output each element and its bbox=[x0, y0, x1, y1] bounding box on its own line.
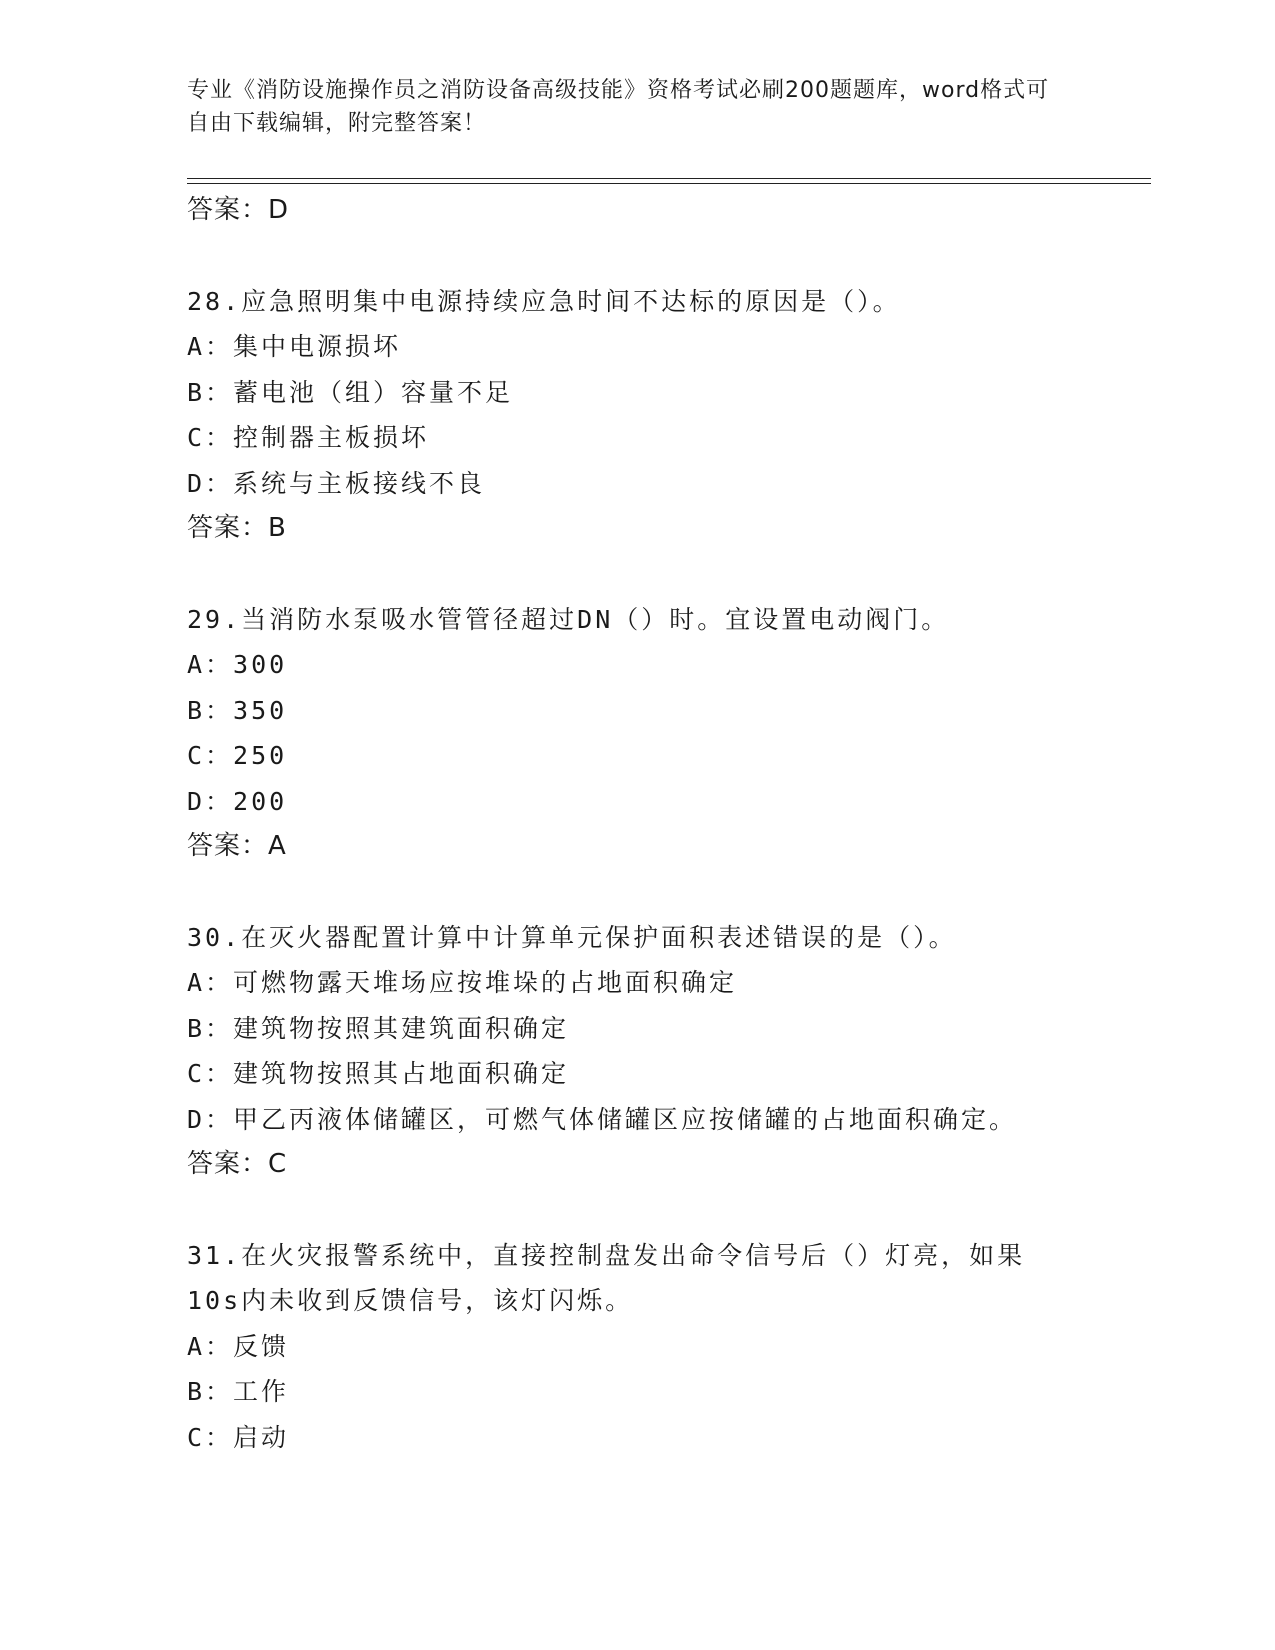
question-stem: 28.应急照明集中电源持续应急时间不达标的原因是（）。 bbox=[187, 286, 901, 316]
answer-line: 答案：D bbox=[187, 195, 290, 225]
question-stem: 29.当消防水泵吸水管管径超过DN（）时。宜设置电动阀门。 bbox=[187, 604, 950, 634]
option-a: A：反馈 bbox=[187, 1331, 290, 1361]
option-a: A：集中电源损坏 bbox=[187, 332, 402, 361]
document-header: 专业《消防设施操作员之消防设备高级技能》资格考试必刷200题题库，word格式可自由下载编辑，附完整答案！ bbox=[187, 78, 1050, 136]
option-d: D：200 bbox=[187, 786, 288, 816]
option-b: B：350 bbox=[187, 695, 288, 725]
header-rule-top bbox=[187, 178, 1151, 179]
option-b: B：蓄电池（组）容量不足 bbox=[187, 377, 514, 407]
option-d: D：系统与主板接线不良 bbox=[187, 468, 486, 498]
question-stem: 31.在火灾报警系统中，直接控制盘发出命令信号后（）灯亮，如果 bbox=[187, 1240, 1026, 1270]
answer-line: 答案：B bbox=[187, 513, 287, 543]
option-c: C：启动 bbox=[187, 1422, 290, 1452]
answer-line: 答案：A bbox=[187, 831, 287, 861]
option-c: C：250 bbox=[187, 741, 288, 770]
question-block bbox=[187, 279, 1087, 552]
option-c: C：控制器主板损坏 bbox=[187, 423, 430, 452]
answer-line: 答案：C bbox=[187, 1149, 288, 1179]
question-stem: 30.在灭火器配置计算中计算单元保护面积表述错误的是（）。 bbox=[187, 922, 957, 952]
option-a: A：300 bbox=[187, 650, 288, 679]
option-b: B：工作 bbox=[187, 1377, 290, 1406]
header-rule-bottom bbox=[187, 183, 1151, 184]
question-stem-continued: 10s内未收到反馈信号，该灯闪烁。 bbox=[187, 1286, 634, 1315]
option-b: B：建筑物按照其建筑面积确定 bbox=[187, 1013, 570, 1043]
option-d: D：甲乙丙液体储罐区，可燃气体储罐区应按储罐的占地面积确定。 bbox=[187, 1104, 1018, 1134]
option-c: C：建筑物按照其占地面积确定 bbox=[187, 1059, 570, 1088]
question-list bbox=[187, 188, 1087, 1460]
question-block bbox=[187, 597, 1087, 870]
option-a: A：可燃物露天堆场应按堆垛的占地面积确定 bbox=[187, 968, 738, 997]
question-block bbox=[187, 1233, 1087, 1461]
question-block bbox=[187, 915, 1087, 1188]
